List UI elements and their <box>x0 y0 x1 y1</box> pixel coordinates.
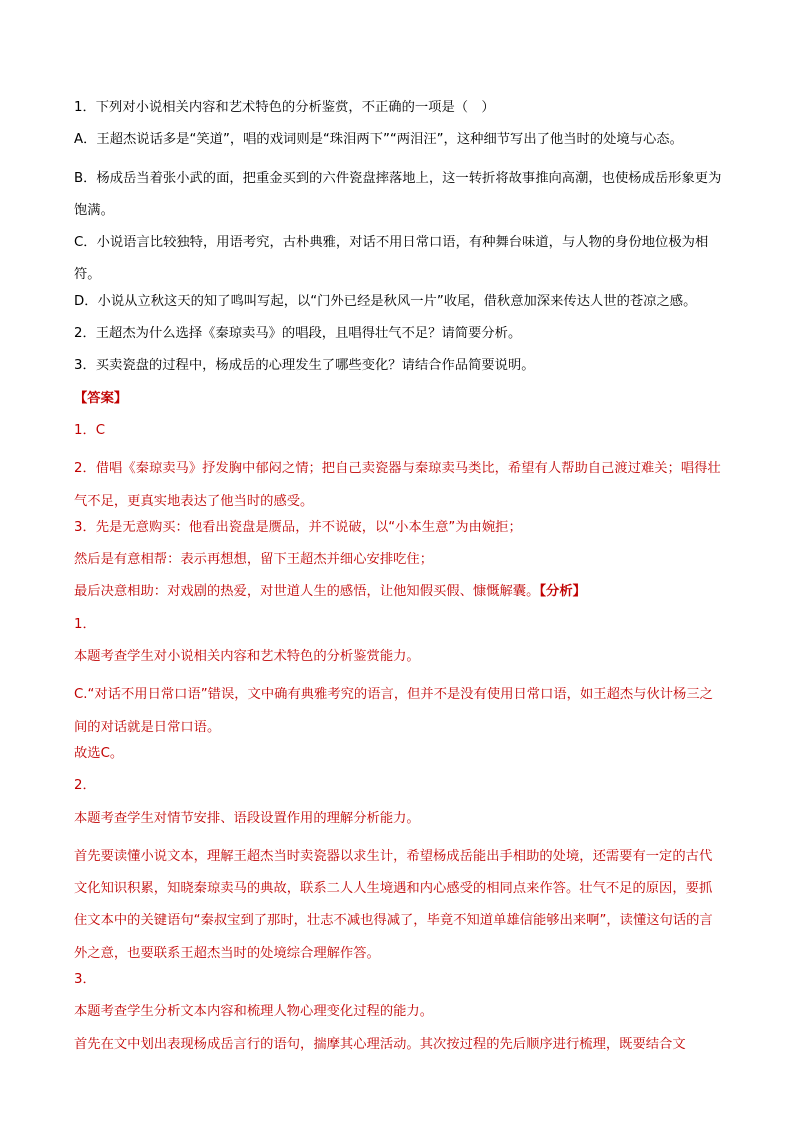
option-a: A．王超杰说话多是“笑道”，唱的戏词则是“珠泪两下”“两泪汪”，这种细节写出了他当时的处境与心态。 <box>74 132 683 148</box>
analysis-2-detail: 首先要读懂小说文本，理解王超杰当时卖瓷器以求生计，希望杨成岳能出手相助的处境，还需要有一定的古代文化知识积累，知晓秦琼卖马的典故，联系二人人生境遇和内心感受的相同点来作答。壮气不足的原因，要抓住文本中的关键语句“秦叔宝到了那时，壮志不减也得减了，毕竟不知道单雄信能够出来啊”，读懂这句话的言外之意，也要联系王超杰当时的处境综合理解作答。 <box>74 848 713 961</box>
analysis-3-detail: 首先在文中划出表现杨成岳言行的语句，揣摩其心理活动。其次按过程的先后顺序进行梳理，既要结合文 <box>74 1036 686 1052</box>
analysis-2-number: 2． <box>74 778 96 794</box>
analysis-1-intro: 本题考查学生对小说相关内容和艺术特色的分析鉴赏能力。 <box>74 649 420 665</box>
analysis-label: 【分析】 <box>539 584 586 600</box>
option-b: B．杨成岳当着张小武的面，把重金买到的六件瓷盘摔落地上，这一转折将故事推向高潮，也使杨成岳形象更为饱满。 <box>74 170 722 218</box>
option-d: D．小说从立秋这天的知了鸣叫写起，以“门外已经是秋风一片”收尾，借秋意加深来传达人世的苍凉之感。 <box>74 293 697 309</box>
analysis-block <box>74 615 724 1067</box>
document-page <box>74 98 724 1067</box>
question-1: 1．下列对小说相关内容和艺术特色的分析鉴赏，不正确的一项是（ ） <box>74 100 495 115</box>
answer-2: 2．借唱《秦琼卖马》抒发胸中郁闷之情；把自己卖瓷器与秦琼卖马类比，希望有人帮助自己渡过难关；唱得壮气不足，更真实地表达了他当时的感受。 <box>74 461 721 509</box>
answer-3-step-1: 3．先是无意购买：他看出瓷盘是赝品，并不说破，以“小本生意”为由婉拒； <box>74 519 522 535</box>
answer-3-step-3 <box>74 582 724 614</box>
answer-block <box>74 389 724 615</box>
analysis-3-number: 3． <box>74 972 96 988</box>
option-c: C．小说语言比较独特，用语考究，古朴典雅，对话不用日常口语，有种舞台味道，与人物的身份地位极为相符。 <box>74 235 709 283</box>
answer-3-step-2: 然后是有意相帮：表示再想想，留下王超杰并细心安排吃住； <box>74 552 434 568</box>
analysis-2-intro: 本题考查学生对情节安排、语段设置作用的理解分析能力。 <box>74 810 420 826</box>
analysis-1-number: 1． <box>74 616 96 632</box>
answer-label: 【答案】 <box>74 390 128 406</box>
analysis-1-detail: C.“对话不用日常口语”错误，文中确有典雅考究的语言，但并不是没有使用日常口语，如王超杰与伙计杨三之间的对话就是日常口语。 <box>74 687 713 735</box>
question-3: 3．买卖瓷盘的过程中，杨成岳的心理发生了哪些变化？请结合作品简要说明。 <box>74 358 535 374</box>
question-2: 2．王超杰为什么选择《秦琼卖马》的唱段，且唱得壮气不足？请简要分析。 <box>74 326 522 342</box>
analysis-3-intro: 本题考查学生分析文本内容和梳理人物心理变化过程的能力。 <box>74 1004 434 1020</box>
question-block <box>74 98 724 389</box>
answer-1: 1．C <box>74 422 106 438</box>
answer-3-step-3-text: 最后决意相助：对戏剧的热爱，对世道人生的感悟，让他知假买假、慷慨解囊。 <box>74 584 540 600</box>
analysis-1-conclusion: 故选C。 <box>74 745 124 761</box>
